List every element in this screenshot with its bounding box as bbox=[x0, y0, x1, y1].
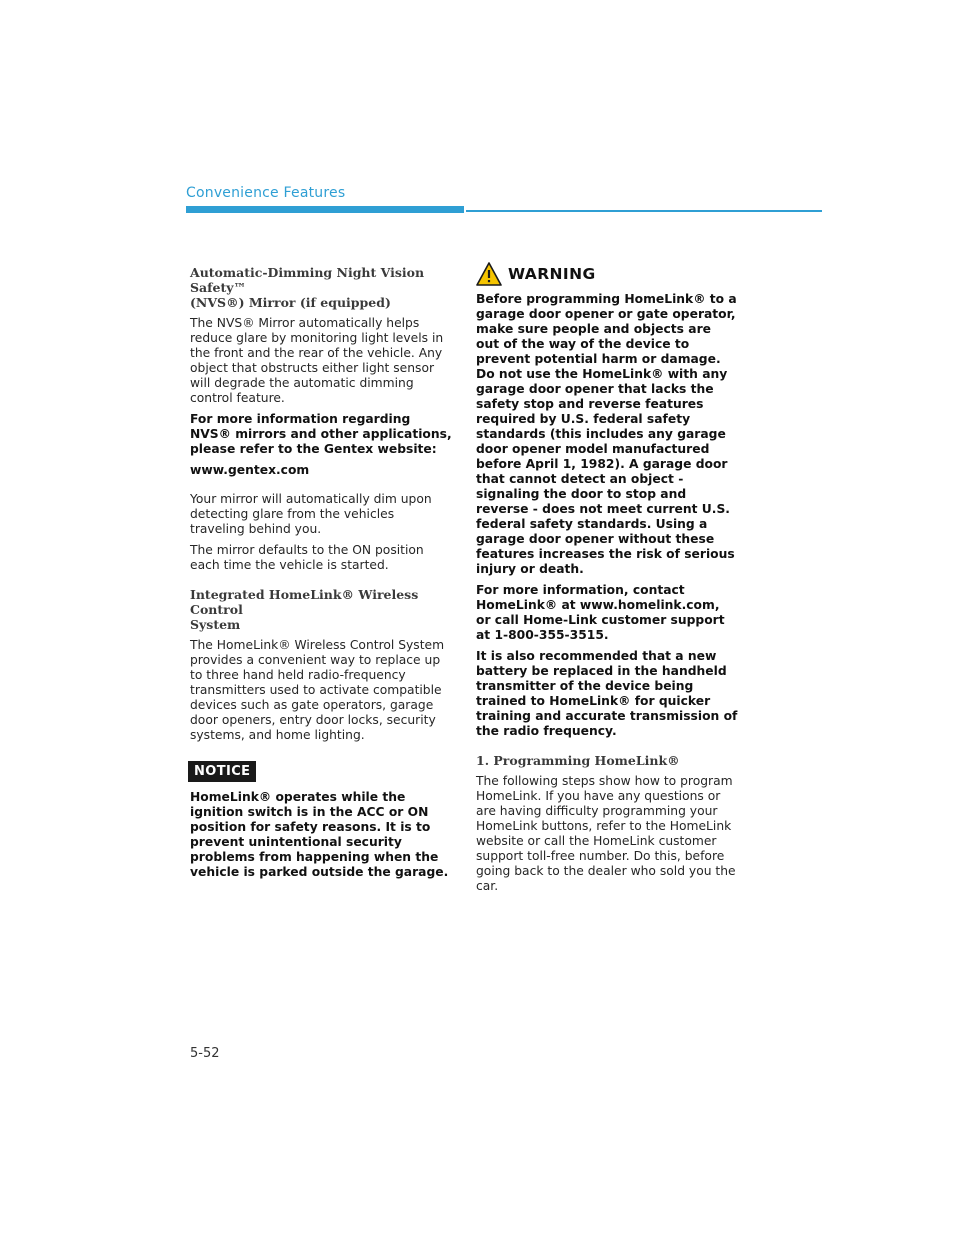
nvs-heading bbox=[190, 265, 452, 310]
nvs-body: The NVS® Mirror automatically helps reduce glare by monitoring light levels in the front and the rear of the vehicle. Any object that obstructs either light sensor will degrade the automatic dimming control feature. bbox=[190, 316, 444, 405]
homelink-heading-line-2: System bbox=[190, 617, 241, 632]
left-column bbox=[190, 265, 452, 886]
warning-paragraph-2: For more information, contact HomeLink® at www.homelink.com, or call Home-Link customer support at 1-800-355-3515. bbox=[476, 583, 725, 642]
nvs-heading-line-1: Automatic-Dimming Night Vision Safety™ bbox=[190, 265, 425, 295]
header-rule-thick bbox=[186, 206, 464, 213]
warning-title: WARNING bbox=[508, 265, 596, 283]
warning-triangle-icon bbox=[476, 262, 502, 286]
page-number: 5-52 bbox=[190, 1046, 220, 1061]
nvs-url: www.gentex.com bbox=[190, 463, 310, 477]
warning-header bbox=[476, 262, 738, 286]
programming-heading: 1. Programming HomeLink® bbox=[476, 753, 680, 768]
right-column bbox=[476, 262, 738, 900]
homelink-body: The HomeLink® Wireless Control System provides a convenient way to replace up to three hand held radio-frequency transmitters used to activate compatible devices such as gate operators, garage door openers, entry door locks, security systems, and home lighting. bbox=[190, 638, 445, 742]
notice-badge: NOTICE bbox=[188, 761, 256, 782]
warning-paragraph-1: Before programming HomeLink® to a garage door opener or gate operator, make sure people and objects are out of the way of the device to prevent potential harm or damage. Do not use the HomeLink® with any garage door opener that lacks the safety stop and reverse features required by U.S. federal safety standards (this includes any garage door opener model manufactured before April 1, 1982). A garage door that cannot detect an object - signaling the door to stop and reverse - does not meet current U.S. federal safety standards. Using a garage door opener without these features increases the risk of serious injury or death. bbox=[476, 292, 737, 576]
programming-body: The following steps show how to program HomeLink. If you have any questions or are having difficulty programming your HomeLink buttons, refer to the HomeLink website or call the HomeLink customer support toll-free number. Do this, before going back to the dealer who sold you the car. bbox=[476, 774, 736, 893]
section-title: Convenience Features bbox=[186, 185, 346, 201]
mirror-default-text: The mirror defaults to the ON position each time the vehicle is started. bbox=[190, 543, 424, 572]
warning-paragraph-3: It is also recommended that a new battery be replaced in the handheld transmitter of the device being trained to HomeLink® for quicker training and accurate transmission of the radio frequency. bbox=[476, 649, 738, 738]
homelink-heading bbox=[190, 587, 452, 632]
notice-body: HomeLink® operates while the ignition switch is in the ACC or ON position for safety reasons. It is to prevent unintentional security problems from happening when the vehicle is parked outside the garage. bbox=[190, 790, 449, 879]
homelink-heading-line-1: Integrated HomeLink® Wireless Control bbox=[190, 587, 419, 617]
nvs-heading-line-2: (NVS®) Mirror (if equipped) bbox=[190, 295, 391, 310]
header-rule-thin bbox=[466, 210, 822, 212]
nvs-info: For more information regarding NVS® mirrors and other applications, please refer to the Gentex website: bbox=[190, 412, 452, 456]
mirror-dim-text: Your mirror will automatically dim upon detecting glare from the vehicles traveling behind you. bbox=[190, 492, 432, 536]
